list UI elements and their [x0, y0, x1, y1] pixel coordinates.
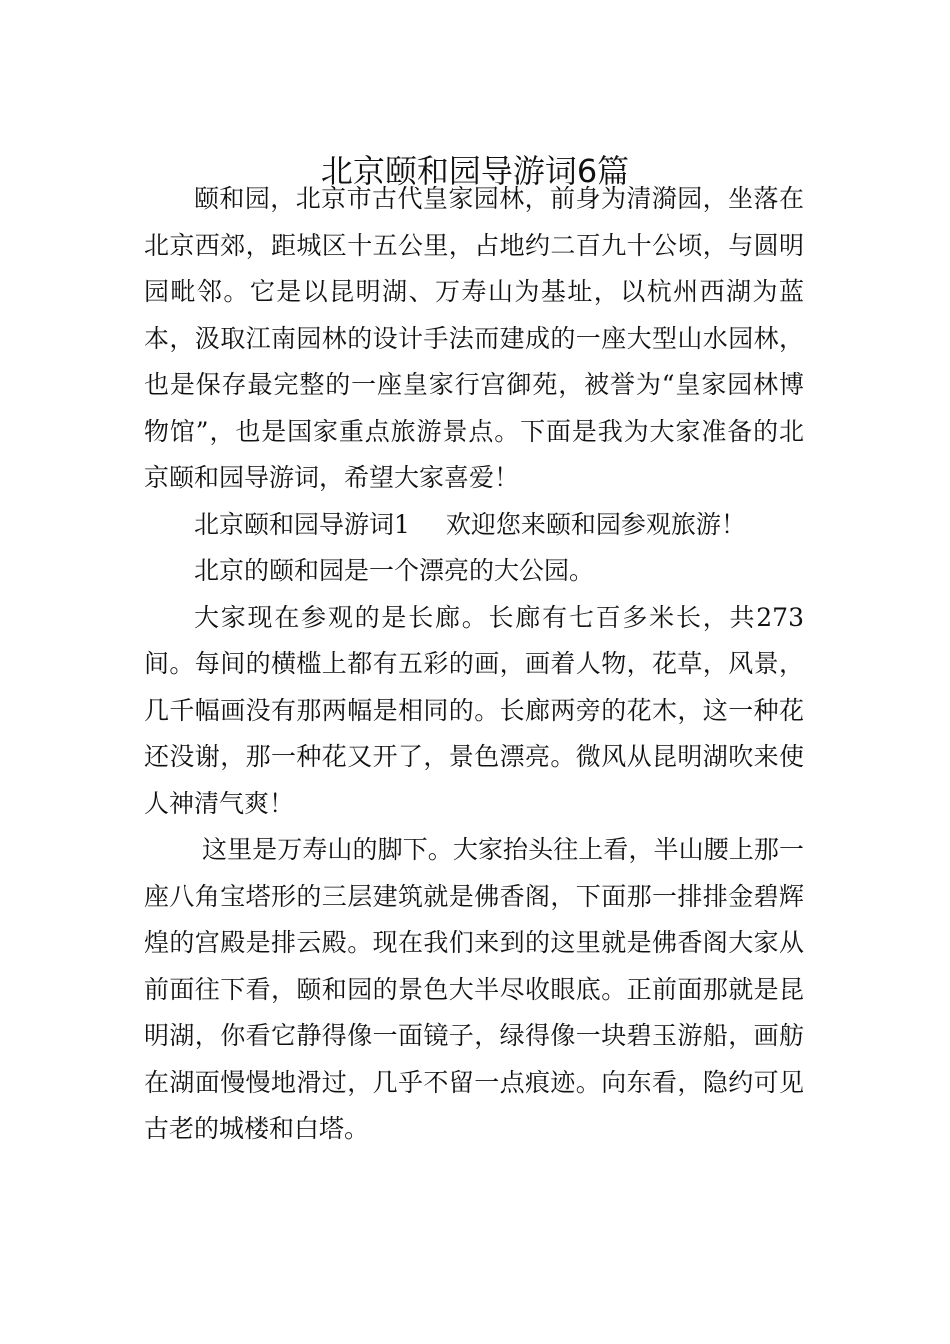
welcome-text: 欢迎您来颐和园参观旅游！	[445, 509, 746, 539]
paragraph-intro: 颐和园，北京市古代皇家园林，前身为清漪园，坐落在北京西郊，距城区十五公里，占地约二百九十公顷，与圆明园毗邻。它是以昆明湖、万寿山为基址，以杭州西湖为蓝本，汲取江南园林的设计手法而建成的一座大型山水园林，也是保存最完整的一座皇家行宫御苑，被誉为“皇家园林博物馆”，也是国家重点旅游景点。下面是我为大家准备的北京颐和园导游词，希望大家喜爱！	[144, 184, 804, 492]
paragraph-longevity-hill: 这里是万寿山的脚下。大家抬头往上看，半山腰上那一座八角宝塔形的三层建筑就是佛香阁，下面那一排排金碧辉煌的宫殿是排云殿。现在我们来到的这里就是佛香阁大家从前面往下看，颐和园的景色大半尽收眼底。正前面那就是昆明湖，你看它静得像一面镜子，绿得像一块碧玉游船，画舫在湖面慢慢地滑过，几乎不留一点痕迹。向东看，隐约可见古老的城楼和白塔。	[144, 835, 804, 1143]
document-body	[144, 176, 804, 1153]
document-title: 北京颐和园导游词6篇	[320, 152, 630, 191]
paragraph-section-heading	[144, 502, 804, 549]
paragraph-park-intro: 北京的颐和园是一个漂亮的大公园。	[194, 556, 595, 585]
section-heading: 北京颐和园导游词1	[194, 509, 410, 539]
paragraph-long-corridor: 大家现在参观的是长廊。长廊有七百多米长，共273间。每间的横槛上都有五彩的画，画着人物，花草，风景，几千幅画没有那两幅是相同的。长廊两旁的花木，这一种花还没谢，那一种花又开了，景色漂亮。微风从昆明湖吹来使人神清气爽！	[144, 602, 804, 818]
